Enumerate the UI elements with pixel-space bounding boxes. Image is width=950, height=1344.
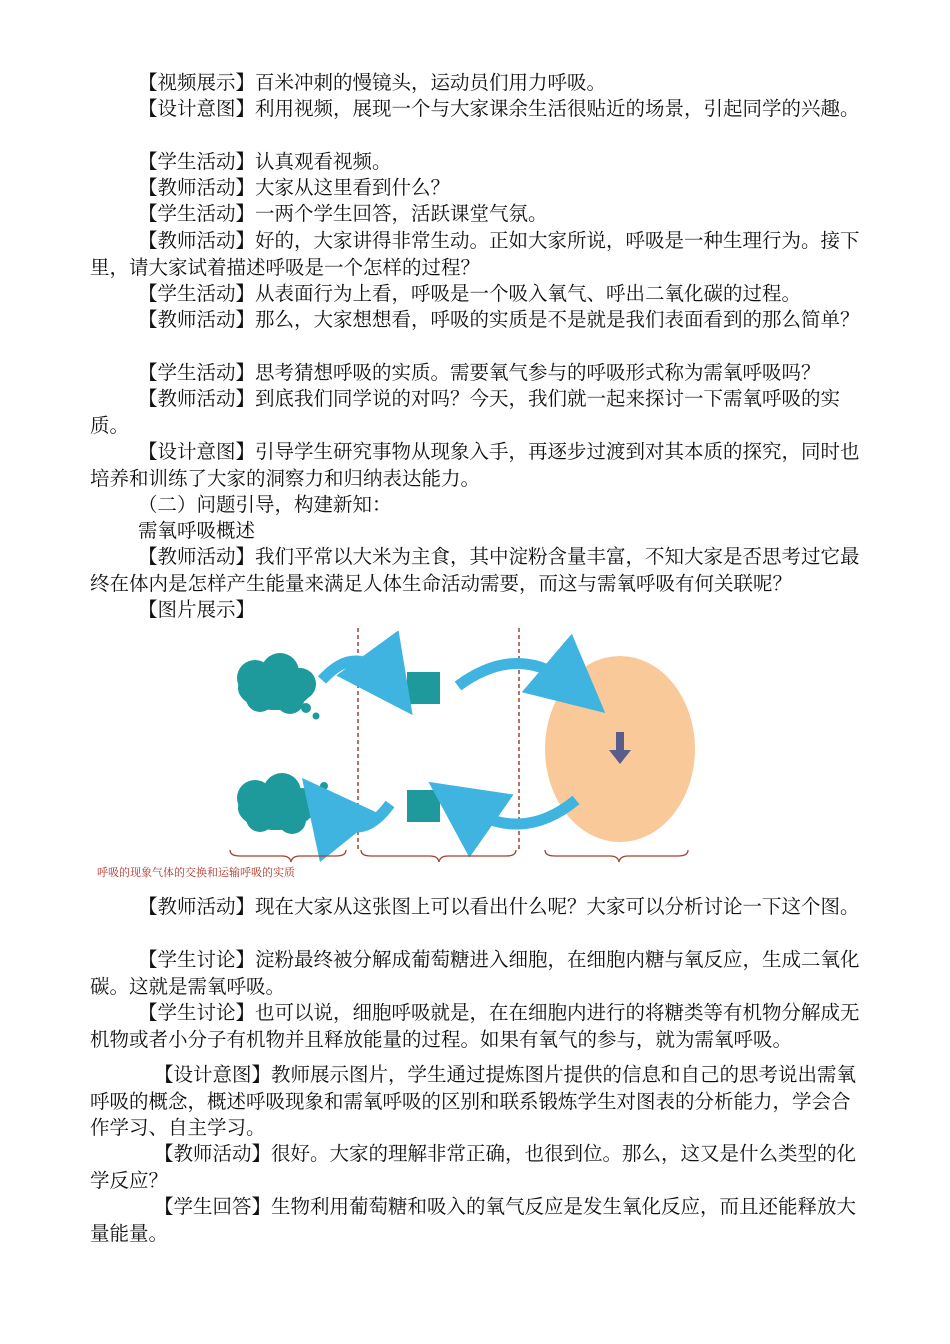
- paragraph-student-activity-2: 【学生活动】一两个学生回答，活跃课堂气氛。: [138, 202, 548, 225]
- subsection-heading: 需氧呼吸概述: [138, 519, 256, 542]
- paragraph-student-activity-4: 【学生活动】思考猜想呼吸的实质。需要氧气参与的呼吸形式称为需氧呼吸吗？: [138, 361, 821, 384]
- paragraph-teacher-activity-7: 【教师活动】很好。大家的理解非常正确，也很到位。那么，这又是什么类型的化学反应？: [90, 1142, 857, 1192]
- top-square: [407, 672, 440, 704]
- brace-middle: [361, 850, 516, 862]
- arrow-transport-out-icon: [460, 800, 576, 824]
- paragraph-teacher-activity-3: 【教师活动】那么，大家想想看，呼吸的实质是不是就是我们表面看到的那么简单？: [138, 308, 860, 331]
- paragraph-teacher-activity-1: 【教师活动】大家从这里看到什么？: [138, 176, 451, 199]
- paragraph-design-intent-2: 【设计意图】引导学生研究事物从现象入手，再逐步过渡到对其本质的探究，同时也培养和训练了大家的洞察力和归纳表达能力。: [90, 440, 860, 490]
- figure-caption: 呼吸的现象气体的交换和运输呼吸的实质: [97, 866, 295, 879]
- bottom-cloud-icon: [237, 773, 328, 834]
- respiration-diagram: [90, 622, 860, 884]
- brace-right: [545, 850, 688, 862]
- paragraph-student-discussion-2: 【学生讨论】也可以说，细胞呼吸就是，在在细胞内进行的将糖类等有机物分解成无机物或者小分子有机物并且释放能量的过程。如果有氧气的参与，就为需氧呼吸。: [90, 1001, 860, 1051]
- arrow-inhale-icon: [322, 661, 390, 684]
- paragraph-video-show: 【视频展示】百米冲刺的慢镜头，运动员们用力呼吸。: [138, 71, 607, 94]
- paragraph-student-discussion-1: 【学生讨论】淀粉最终被分解成葡萄糖进入细胞，在细胞内糖与氧反应，生成二氧化碳。这就是需氧呼吸。: [90, 948, 860, 998]
- paragraph-student-answer: 【学生回答】生物利用葡萄糖和吸入的氧气反应是发生氧化反应，而且还能释放大量能量。: [90, 1195, 857, 1245]
- arrow-exhale-icon: [326, 804, 390, 827]
- paragraph-teacher-activity-5: 【教师活动】我们平常以大米为主食，其中淀粉含量丰富，不知大家是否思考过它最终在体内是怎样产生能量来满足人体生命活动需要，而这与需氧呼吸有何关联呢？: [90, 545, 860, 595]
- section-heading: （二）问题引导，构建新知：: [138, 493, 392, 516]
- paragraph-teacher-activity-2: 【教师活动】好的，大家讲得非常生动。正如大家所说，呼吸是一种生理行为。接下里，请大家试着描述呼吸是一个怎样的过程？: [90, 229, 860, 279]
- paragraph-student-activity-1: 【学生活动】认真观看视频。: [138, 150, 392, 173]
- brace-left: [230, 850, 346, 862]
- paragraph-design-intent-1: 【设计意图】利用视频，展现一个与大家课余生活很贴近的场景，引起同学的兴趣。: [138, 97, 860, 120]
- paragraph-teacher-activity-4: 【教师活动】到底我们同学说的对吗？今天，我们就一起来探讨一下需氧呼吸的实质。: [90, 387, 841, 437]
- paragraph-student-activity-3: 【学生活动】从表面行为上看，呼吸是一个吸入氧气、呼出二氧化碳的过程。: [138, 282, 802, 305]
- top-cloud-icon: [237, 653, 320, 720]
- paragraph-design-intent-3: 【设计意图】教师展示图片，学生通过提炼图片提供的信息和自己的思考说出需氧呼吸的概念，概述呼吸现象和需氧呼吸的区别和联系锻炼学生对图表的分析能力，学会合作学习、自主学习。: [90, 1063, 857, 1139]
- arrow-transport-in-icon: [458, 663, 576, 688]
- paragraph-picture-show: 【图片展示】: [138, 598, 256, 621]
- bottom-square: [407, 790, 440, 822]
- paragraph-teacher-activity-6: 【教师活动】现在大家从这张图上可以看出什么呢？大家可以分析讨论一下这个图。: [138, 895, 860, 918]
